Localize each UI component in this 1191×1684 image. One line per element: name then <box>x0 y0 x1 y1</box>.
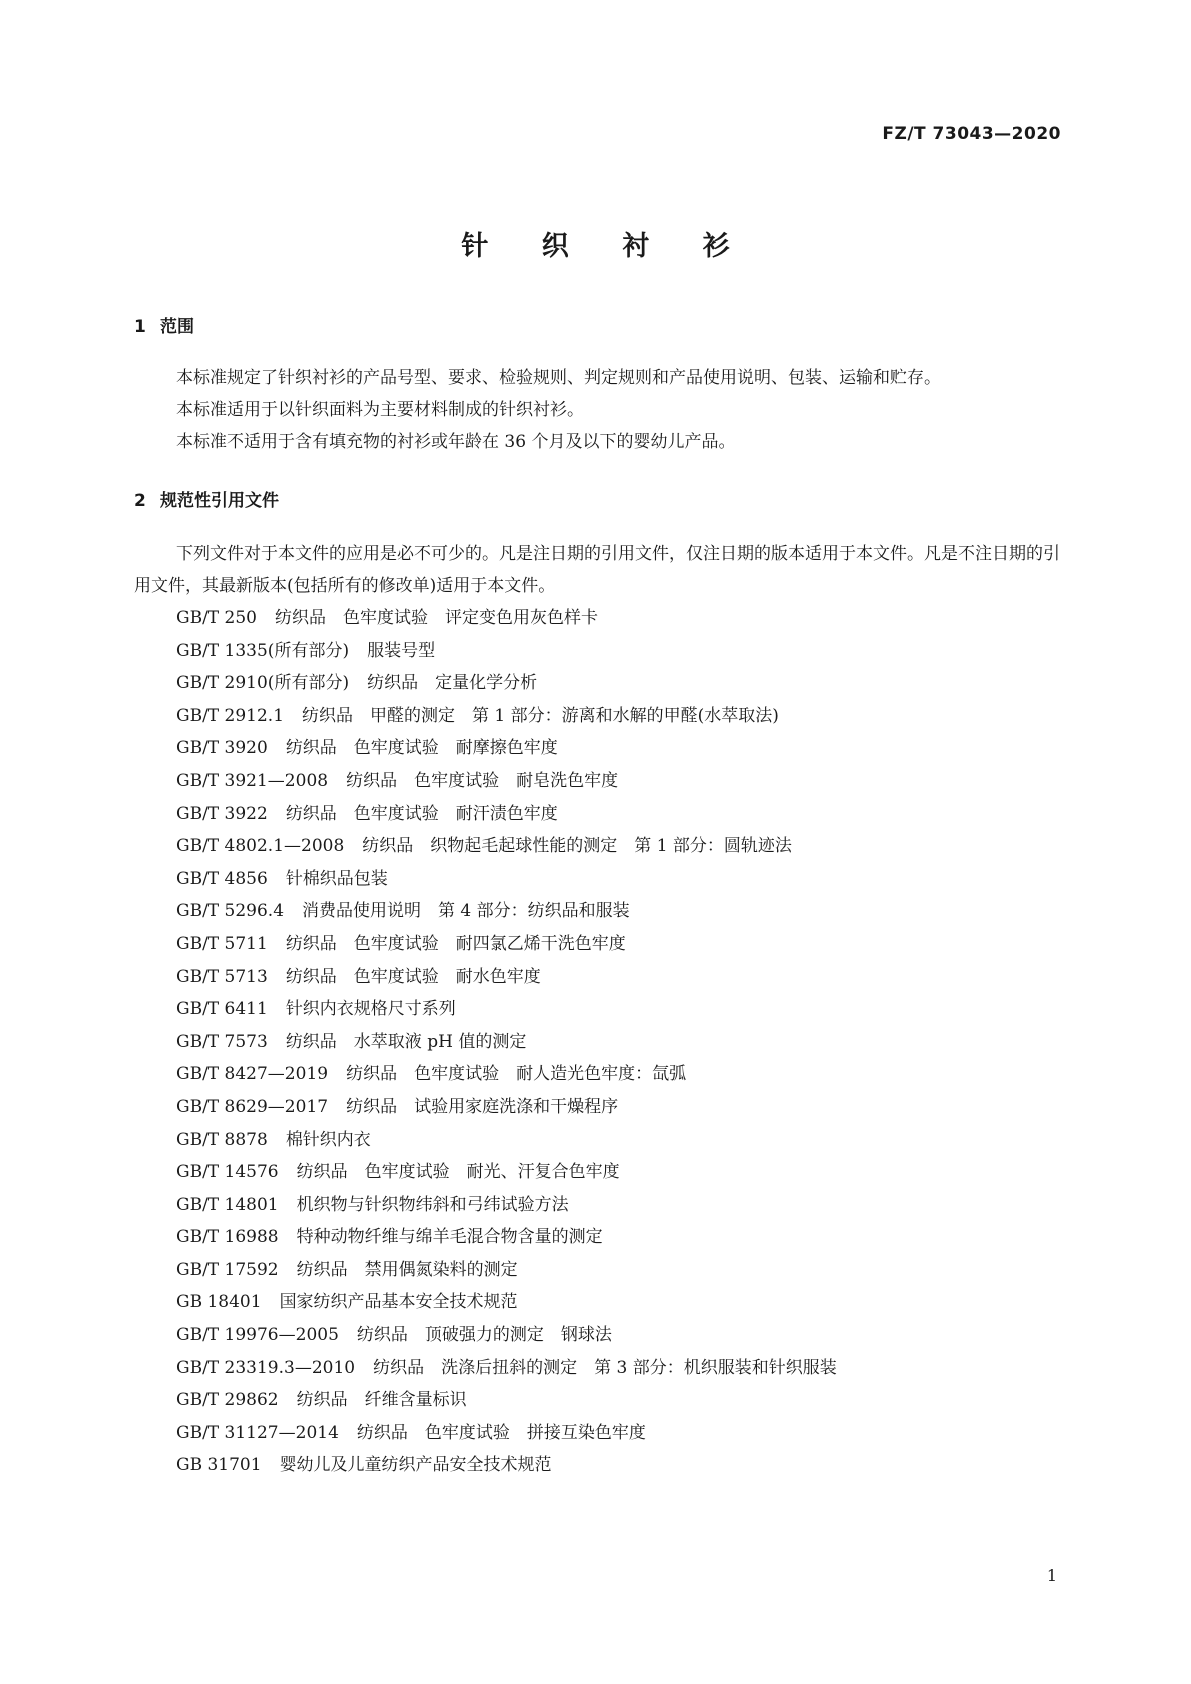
reference-code: GB/T 1335(所有部分) <box>176 640 350 661</box>
reference-title: 纺织品 色牢度试验 拼接互染色牢度 <box>356 1422 646 1443</box>
reference-item <box>176 635 837 668</box>
reference-code: GB/T 3922 <box>176 803 268 824</box>
reference-title: 纺织品 织物起毛起球性能的测定 第 1 部分：圆轨迹法 <box>362 836 792 857</box>
reference-title: 纺织品 色牢度试验 耐水色牢度 <box>285 966 541 987</box>
reference-code: GB/T 4802.1—2008 <box>176 836 345 857</box>
reference-title: 纺织品 定量化学分析 <box>367 673 538 694</box>
document-title: 针 织 衬 衫 <box>461 231 752 262</box>
reference-code: GB 18401 <box>176 1292 262 1313</box>
reference-item <box>176 1156 837 1189</box>
reference-title: 纺织品 试验用家庭洗涤和干燥程序 <box>346 1096 619 1117</box>
paragraph: 本标准规定了针织衬衫的产品号型、要求、检验规则、判定规则和产品使用说明、包装、运输和贮存。 <box>176 368 941 388</box>
reference-title: 纺织品 水萃取液 pH 值的测定 <box>285 1031 527 1052</box>
reference-code: GB/T 31127—2014 <box>176 1422 339 1443</box>
reference-item <box>176 1352 837 1385</box>
section-number: 1 <box>134 317 146 337</box>
reference-code: GB/T 8629—2017 <box>176 1096 329 1117</box>
reference-item <box>176 700 837 733</box>
reference-title: 国家纺织产品基本安全技术规范 <box>279 1292 518 1313</box>
reference-title: 机织物与针织物纬斜和弓纬试验方法 <box>296 1194 569 1215</box>
reference-item <box>176 1091 837 1124</box>
reference-code: GB/T 29862 <box>176 1390 279 1411</box>
reference-title: 婴幼儿及儿童纺织产品安全技术规范 <box>279 1455 552 1476</box>
reference-title: 服装号型 <box>367 640 436 661</box>
reference-item <box>176 993 837 1026</box>
reference-code: GB 31701 <box>176 1455 262 1476</box>
reference-item <box>176 863 837 896</box>
section-1-body <box>134 362 1064 458</box>
reference-code: GB/T 17592 <box>176 1259 279 1280</box>
reference-item <box>176 667 837 700</box>
reference-code: GB/T 5296.4 <box>176 901 285 922</box>
reference-code: GB/T 14801 <box>176 1194 279 1215</box>
reference-title: 棉针织内衣 <box>285 1129 371 1150</box>
section-title: 范围 <box>160 317 194 337</box>
reference-list <box>176 602 837 1482</box>
reference-title: 纺织品 色牢度试验 耐汗渍色牢度 <box>285 803 558 824</box>
reference-item <box>176 830 837 863</box>
paragraph: 下列文件对于本文件的应用是必不可少的。凡是注日期的引用文件，仅注日期的版本适用于本文件。凡是不注日期的引用文件，其最新版本(包括所有的修改单)适用于本文件。 <box>134 544 1060 596</box>
reference-title: 纺织品 色牢度试验 耐光、汗复合色牢度 <box>296 1162 620 1183</box>
reference-title: 纺织品 顶破强力的测定 钢球法 <box>356 1325 612 1346</box>
reference-item <box>176 1221 837 1254</box>
section-title: 规范性引用文件 <box>160 491 279 511</box>
reference-item <box>176 1026 837 1059</box>
reference-title: 纺织品 色牢度试验 耐皂洗色牢度 <box>346 770 619 791</box>
reference-title: 纺织品 色牢度试验 耐四氯乙烯干洗色牢度 <box>285 933 626 954</box>
reference-item <box>176 1286 837 1319</box>
reference-item <box>176 928 837 961</box>
reference-title: 针织内衣规格尺寸系列 <box>285 999 456 1020</box>
reference-code: GB/T 4856 <box>176 868 268 889</box>
reference-item <box>176 1319 837 1352</box>
paragraph: 本标准不适用于含有填充物的衬衫或年龄在 36 个月及以下的婴幼儿产品。 <box>176 432 736 452</box>
reference-item <box>176 732 837 765</box>
reference-item <box>176 961 837 994</box>
reference-title: 纺织品 甲醛的测定 第 1 部分：游离和水解的甲醛(水萃取法) <box>302 705 779 726</box>
reference-item <box>176 1058 837 1091</box>
reference-code: GB/T 3921—2008 <box>176 770 329 791</box>
reference-code: GB/T 19976—2005 <box>176 1325 339 1346</box>
section-1-heading <box>134 312 194 337</box>
standard-number: FZ/T 73043—2020 <box>882 124 1061 144</box>
reference-code: GB/T 5711 <box>176 933 268 954</box>
reference-title: 特种动物纤维与绵羊毛混合物含量的测定 <box>296 1227 603 1248</box>
reference-title: 消费品使用说明 第 4 部分：纺织品和服装 <box>302 901 630 922</box>
reference-code: GB/T 2912.1 <box>176 705 285 726</box>
reference-code: GB/T 3920 <box>176 738 268 759</box>
reference-title: 纺织品 纤维含量标识 <box>296 1390 467 1411</box>
reference-item <box>176 895 837 928</box>
reference-code: GB/T 6411 <box>176 999 268 1020</box>
reference-code: GB/T 5713 <box>176 966 268 987</box>
reference-item <box>176 765 837 798</box>
reference-title: 纺织品 色牢度试验 耐人造光色牢度：氙弧 <box>346 1064 687 1085</box>
reference-title: 纺织品 洗涤后扭斜的测定 第 3 部分：机织服装和针织服装 <box>373 1357 837 1378</box>
reference-item <box>176 1254 837 1287</box>
reference-code: GB/T 7573 <box>176 1031 268 1052</box>
section-number: 2 <box>134 491 146 511</box>
reference-code: GB/T 8878 <box>176 1129 268 1150</box>
reference-code: GB/T 23319.3—2010 <box>176 1357 356 1378</box>
reference-code: GB/T 14576 <box>176 1162 279 1183</box>
reference-item <box>176 1189 837 1222</box>
reference-code: GB/T 250 <box>176 608 257 628</box>
reference-item <box>176 1417 837 1450</box>
reference-item <box>176 798 837 831</box>
reference-item <box>176 1124 837 1157</box>
reference-item <box>176 1449 837 1482</box>
reference-title: 纺织品 色牢度试验 耐摩擦色牢度 <box>285 738 558 759</box>
reference-title: 纺织品 色牢度试验 评定变色用灰色样卡 <box>275 608 598 628</box>
reference-title: 针棉织品包装 <box>285 868 388 889</box>
section-2-heading <box>134 486 279 511</box>
page-number: 1 <box>1046 1566 1057 1585</box>
paragraph: 本标准适用于以针织面料为主要材料制成的针织衬衫。 <box>176 400 584 420</box>
reference-code: GB/T 2910(所有部分) <box>176 673 350 694</box>
section-2-intro <box>134 538 1064 602</box>
reference-code: GB/T 8427—2019 <box>176 1064 329 1085</box>
reference-item <box>176 1384 837 1417</box>
reference-item <box>176 602 837 635</box>
reference-title: 纺织品 禁用偶氮染料的测定 <box>296 1259 518 1280</box>
reference-code: GB/T 16988 <box>176 1227 279 1248</box>
